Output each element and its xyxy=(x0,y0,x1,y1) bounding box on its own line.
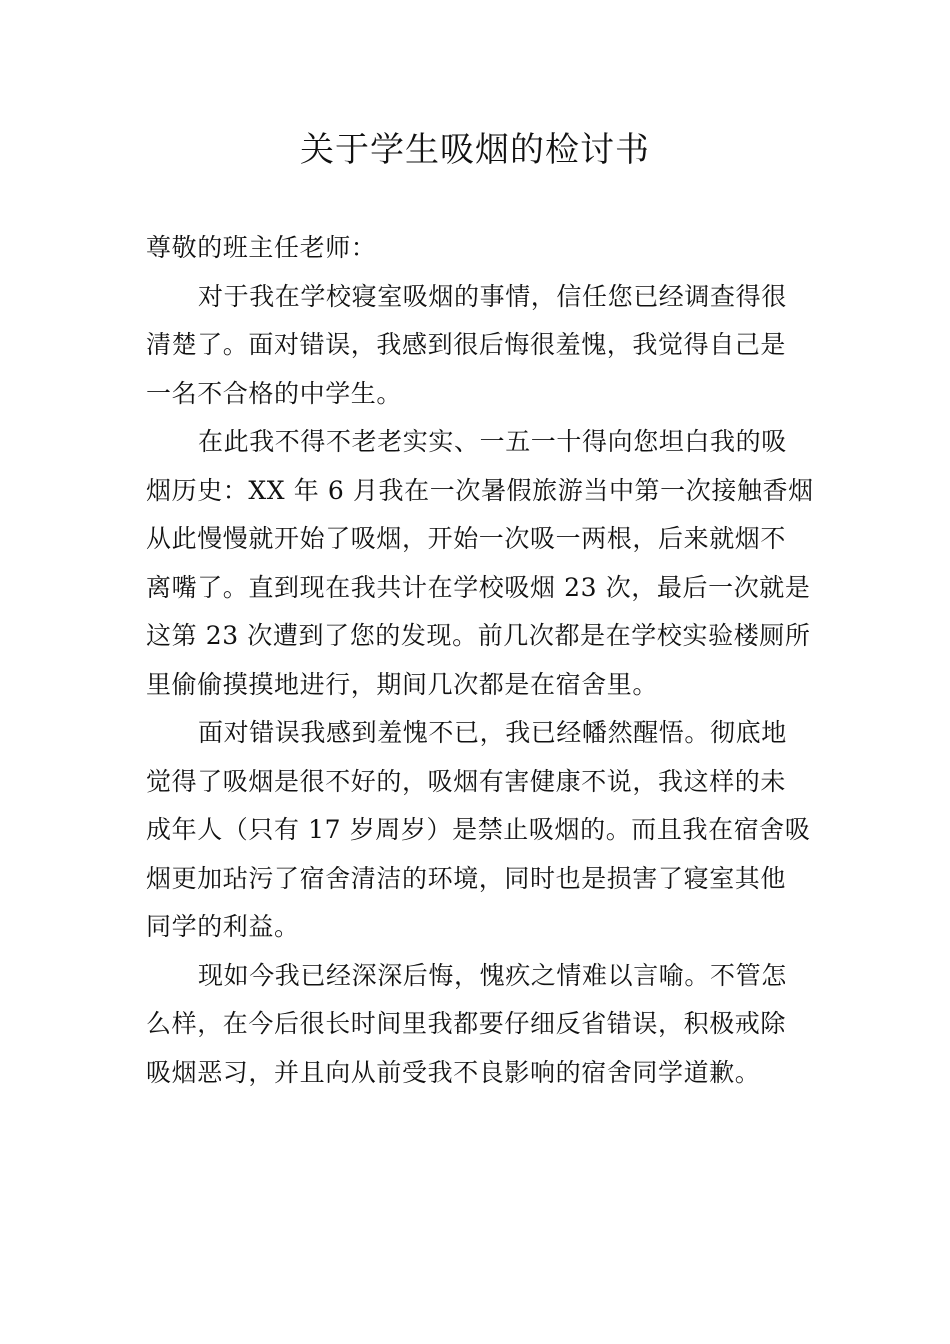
paragraph-line: 面对错误我感到羞愧不已，我已经幡然醒悟。彻底地 xyxy=(198,718,787,747)
paragraph-2 xyxy=(146,418,814,709)
paragraph-line: 一名不合格的中学生。 xyxy=(146,378,403,408)
paragraph-3 xyxy=(146,709,810,952)
salutation: 尊敬的班主任老师： xyxy=(146,233,377,262)
document-body xyxy=(146,224,814,1097)
document-title: 关于学生吸烟的检讨书 xyxy=(300,130,650,170)
paragraph-line: 里偷偷摸摸地进行，期间几次都是在宿舍里。 xyxy=(146,669,659,699)
paragraph-line: 么样，在今后很长时间里我都要仔细反省错误，积极戒除 xyxy=(146,1009,787,1038)
paragraph-line: 清楚了。面对错误，我感到很后悔很羞愧，我觉得自己是 xyxy=(146,330,787,359)
paragraph-line: 这第 23 次遭到了您的发现。前几次都是在学校实验楼厕所 xyxy=(146,621,811,650)
paragraph-line: 离嘴了。直到现在我共计在学校吸烟 23 次，最后一次就是 xyxy=(146,572,811,602)
paragraph-line: 对于我在学校寝室吸烟的事情，信任您已经调查得很 xyxy=(198,281,787,311)
paragraph-1 xyxy=(146,273,810,419)
paragraph-line: 从此慢慢就开始了吸烟，开始一次吸一两根，后来就烟不 xyxy=(146,524,787,553)
paragraph-line: 成年人（只有 17 岁周岁）是禁止吸烟的。而且我在宿舍吸 xyxy=(146,815,811,844)
paragraph-line: 烟历史：XX 年 6 月我在一次暑假旅游当中第一次接触香烟 xyxy=(146,475,814,505)
paragraph-line: 觉得了吸烟是很不好的，吸烟有害健康不说，我这样的未 xyxy=(146,766,787,796)
paragraph-line: 在此我不得不老老实实、一五一十得向您坦白我的吸 xyxy=(198,427,787,456)
paragraph-4 xyxy=(146,952,810,1098)
paragraph-line: 吸烟恶习，并且向从前受我不良影响的宿舍同学道歉。 xyxy=(146,1057,761,1087)
paragraph-line: 烟更加玷污了宿舍清洁的环境，同时也是损害了寝室其他 xyxy=(146,863,787,893)
paragraph-line: 同学的利益。 xyxy=(146,912,300,941)
paragraph-line: 现如今我已经深深后悔，愧疚之情难以言喻。不管怎 xyxy=(198,960,787,990)
